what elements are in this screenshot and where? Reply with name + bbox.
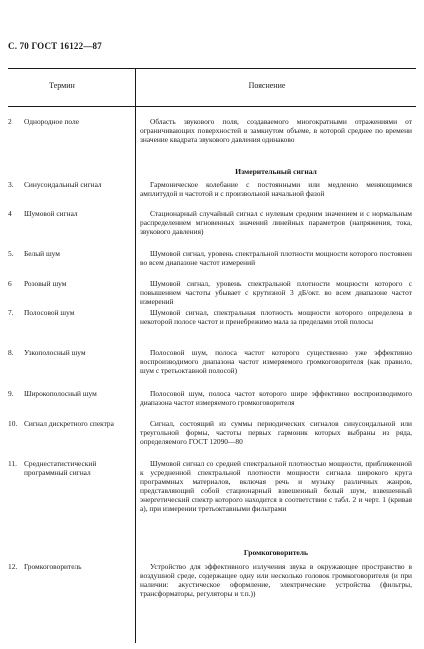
term-row-3 — [8, 180, 134, 190]
explanation-row-3: Гармоническое колебание с постоянными или медленно меняющимися амплитудой и частотой и с произвольной начальной фазой — [140, 180, 412, 198]
term-number: 11. — [8, 459, 17, 468]
term-row-7 — [8, 308, 134, 318]
term-label: Однородное поле — [24, 117, 79, 126]
term-number: 9. — [8, 389, 14, 398]
explanation-row-11: Шумовой сигнал со средней спектральной плотностью мощности, приближенной к усредненной спектральной плотности мощности сигнала широкого круга программных материалов, включая речь и музыку различных жанров, представляющий собой стационарный взвешенный белый шум, взвешенный энергетический спектр которого находится в соответствии с табл. 2 и черт. 1 (кривая а), при измерении третьоктавными фильтрами — [140, 459, 412, 513]
term-row-6 — [8, 279, 134, 289]
term-label: Узкополосный шум — [24, 348, 86, 357]
term-label: Белый шум — [24, 249, 60, 258]
explanation-row-8: Полосовой шум, полоса частот которого существенно уже эффективно воспроизводимого диапазона частот измеряемого громкоговорителя (как правило, шум с третьоктавной полосой) — [140, 348, 412, 375]
explanation-row-6: Шумовой сигнал, уровень спектральной плотности мощности которого с повышением частоты убывает с крутизной 3 дБ/окт. во всем диапазоне частот измерений — [140, 279, 412, 306]
term-row-11 — [8, 459, 132, 478]
term-label: Полосовой шум — [24, 308, 75, 317]
term-row-8 — [8, 348, 134, 358]
term-row-12 — [8, 562, 134, 572]
term-number: 3. — [8, 180, 14, 189]
term-number: 5. — [8, 249, 14, 258]
explanation-row-10: Сигнал, состоящий из суммы периодических сигналов синусоидальной или треугольной формы, частоты первых гармоник которых выбраны из ряда, определяемого ГОСТ 12090—80 — [140, 419, 412, 446]
term-label: Синусоидальный сигнал — [24, 180, 102, 189]
term-row-9 — [8, 389, 134, 399]
column-header-explanation: Пояснение — [248, 81, 286, 90]
explanation-row-7: Шумовой сигнал, спектральная плотность мощности которого определена в некоторой полосе частот и пренебрежимо мала за пределами этой полосы — [140, 308, 412, 326]
table-head-rule — [8, 106, 416, 107]
term-number: 8. — [8, 348, 14, 357]
term-label: Розовый шум — [24, 279, 67, 288]
term-number: 12. — [8, 562, 18, 571]
section-heading-loudspeaker: Громкоговоритель — [243, 548, 309, 557]
section-heading-signals: Измерительный сигнал — [235, 167, 317, 176]
explanation-row-2: Область звукового поля, создаваемого многократными отражениями от ограничивающих поверхностей в замкнутом объеме, в которой среднее по времени значение квадрата звукового давления одинаково — [140, 117, 412, 144]
column-header-term: Термин — [49, 81, 75, 90]
explanation-row-9: Полосовой шум, полоса частот которого шире эффективно воспроизводимого диапазона частот измеряемого громкоговорителя — [140, 389, 412, 407]
term-number: 10. — [8, 419, 18, 428]
term-row-2 — [8, 117, 134, 127]
explanation-row-5: Шумовой сигнал, уровень спектральной плотности мощности которого постоянен во всем диапазоне частот измерений — [140, 249, 412, 267]
explanation-row-12: Устройство для эффективного излучения звука в окружающее пространство в воздушной среде, содержащее одну или несколько головок громкоговорителя (и при наличии: акустическое оформление, электрические устройства (фильтры, трансформаторы, регуляторы и т.п.)) — [140, 562, 412, 598]
term-number: 7. — [8, 308, 14, 317]
term-number: 6 — [8, 279, 12, 288]
term-label: Шумовой сигнал — [24, 209, 78, 218]
explanation-row-4: Стационарный случайный сигнал с нулевым средним значением и с нормальным распределением мгновенных значений линейных параметров (напряжения, тока, звукового давления) — [140, 209, 412, 236]
term-number: 4 — [8, 209, 12, 218]
page-header: С. 70 ГОСТ 16122—87 — [8, 41, 102, 51]
term-label: Сигнал дискретного спектра — [24, 419, 114, 428]
table-top-rule — [8, 68, 416, 69]
term-label: Широкополосный шум — [24, 389, 97, 398]
term-row-5 — [8, 249, 134, 259]
term-number: 2 — [8, 117, 12, 126]
table-column-divider — [135, 68, 136, 643]
term-label: Громкоговоритель — [24, 562, 82, 571]
term-row-4 — [8, 209, 134, 219]
term-label: Среднестатистический программный сигнал — [24, 459, 97, 477]
term-row-10 — [8, 419, 132, 429]
